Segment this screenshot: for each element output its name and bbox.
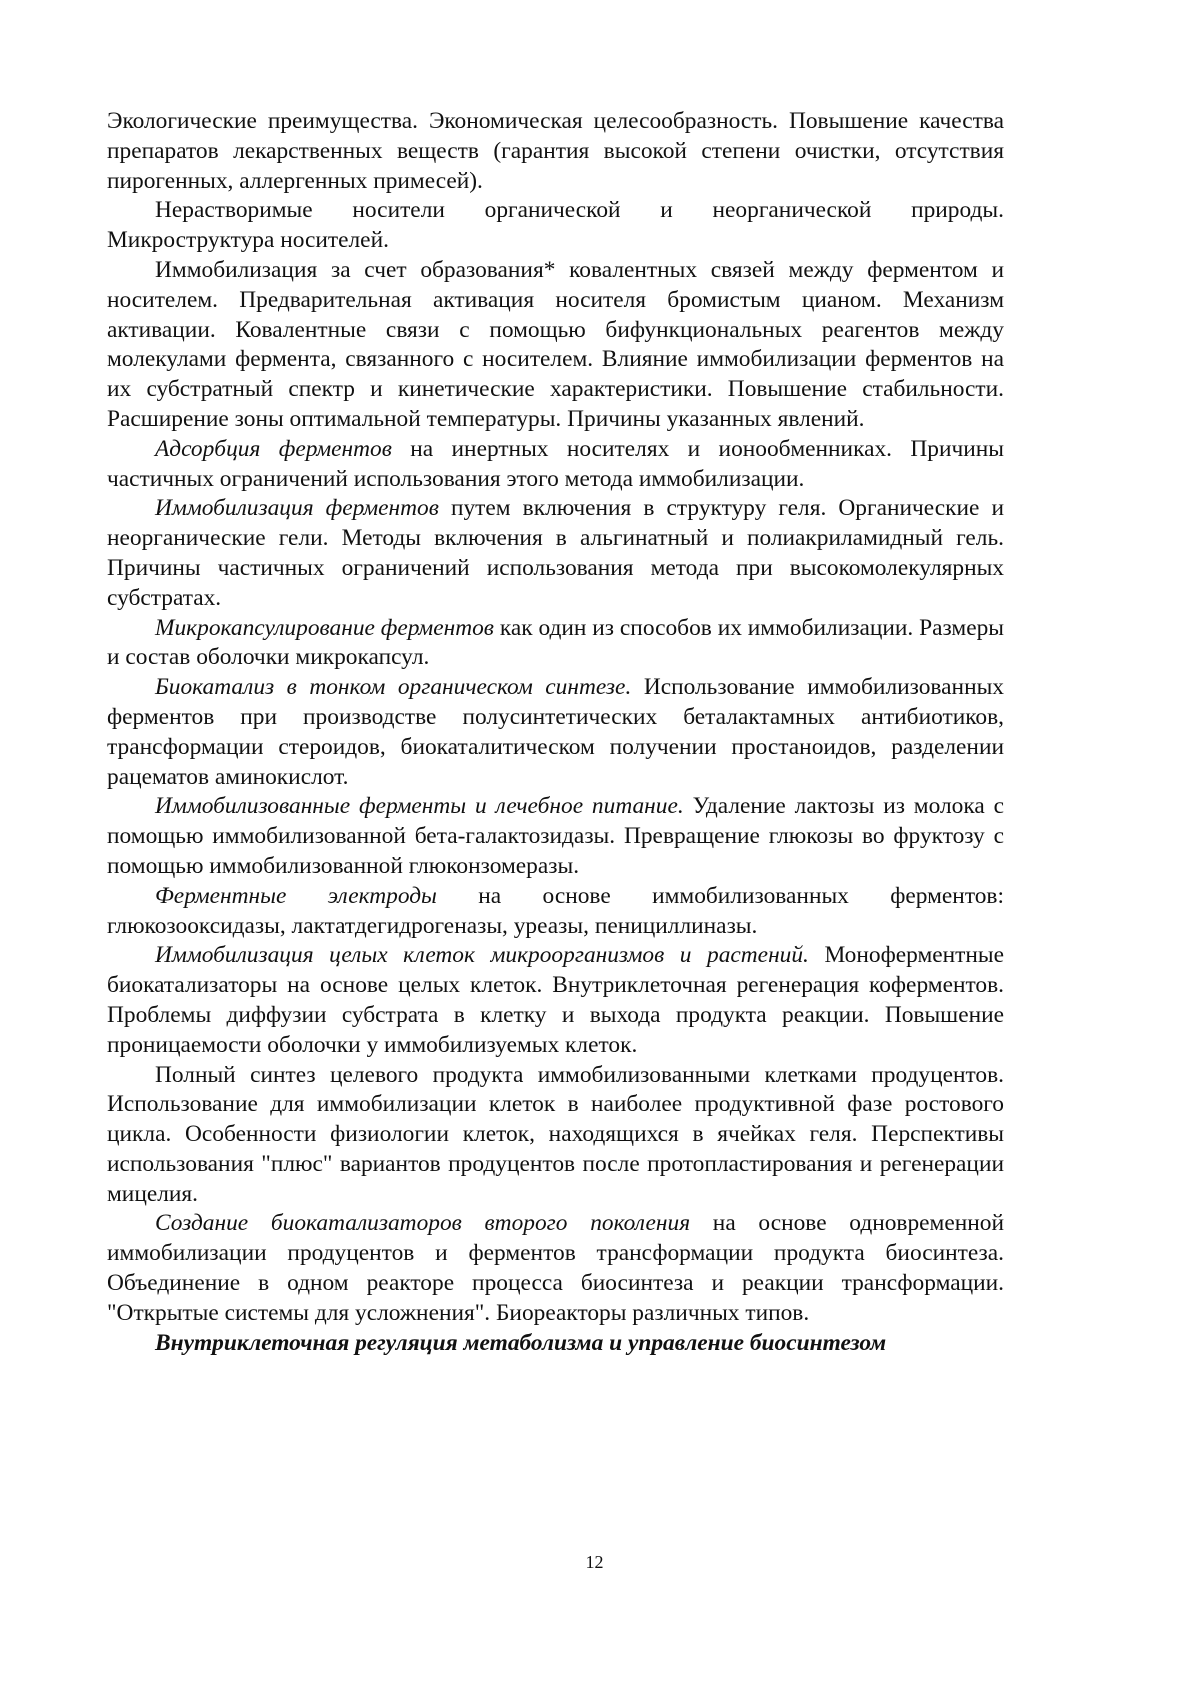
- paragraph-italic-lead: Создание биокатализаторов второго поколения: [155, 1210, 691, 1237]
- paragraph-text: как один из способов их иммобилизации. Размеры и состав оболочки микрокапсул.: [107, 614, 1004, 671]
- paragraph-italic-lead: Иммобилизованные ферменты и лечебное питание.: [155, 793, 684, 820]
- paragraph-text: Нерастворимые носители органической и неорганической природы. Микроструктура носителей.: [107, 197, 1004, 254]
- paragraph-italic-lead: Микрокапсулирование ферментов: [155, 614, 494, 641]
- paragraph-ecological-advantages: [107, 107, 1004, 196]
- paragraph-text: Экологические преимущества. Экономическая целесообразность. Повышение качества препаратов лекарственных веществ (гарантия высокой степени очистки, отсутствия пирогенных, аллергенных примесей).: [107, 108, 1004, 194]
- paragraph-text: Полный синтез целевого продукта иммобилизованными клетками продуцентов. Использование для иммобилизации клеток в наиболее продуктивной фазе ростового цикла. Особенности физиологии клеток, находящихся в ячейках геля. Перспективы использования "плюс" вариантов продуцентов после протопластирования и регенерации мицелия.: [107, 1061, 1004, 1207]
- paragraph-biocatalysis-synthesis: [107, 673, 1004, 792]
- paragraph-gel-inclusion: [107, 494, 1004, 613]
- paragraph-therapeutic-nutrition: [107, 792, 1004, 881]
- paragraph-text: на основе одновременной иммобилизации продуцентов и ферментов трансформации продукта биосинтеза. Объединение в одном реакторе процесса биосинтеза и реакции трансформации. "Открытые системы для усложнения". Биореакторы различных типов.: [107, 1210, 1004, 1326]
- paragraph-text: Иммобилизация за счет образования* ковалентных связей между ферментом и носителем. Предварительная активация носителя бромистым цианом. Механизм активации. Ковалентные связи с помощью бифункциональных реагентов между молекулами фермента, связанного с носителем. Влияние иммобилизации ферментов на их субстратный спектр и кинетические характеристики. Повышение стабильности. Расширение зоны оптимальной температуры. Причины указанных явлений.: [107, 256, 1004, 432]
- paragraph-adsorption: [107, 435, 1004, 495]
- paragraph-text: Использование иммобилизованных ферментов при производстве полусинтетических беталактамных антибиотиков, трансформации стероидов, биокаталитическом получении простаноидов, разделении рацематов аминокислот.: [107, 674, 1004, 790]
- paragraph-text: на инертных носителях и ионообменниках. Причины частичных ограничений использования этого метода иммобилизации.: [107, 435, 1005, 492]
- paragraph-text: Удаление лактозы из молока с помощью иммобилизованной бета-галактозидазы. Превращение глюкозы во фруктозу с помощью иммобилизованной глюконзомеразы.: [107, 793, 1004, 879]
- paragraph-text: на основе иммобилизованных ферментов: глюкозооксидазы, лактатдегидрогеназы, уреазы, пенициллиназы.: [107, 882, 1004, 939]
- paragraph-enzyme-electrodes: [107, 882, 1004, 942]
- document-page: [107, 107, 1004, 1358]
- paragraph-italic-lead: Биокатализ в тонком органическом синтезе.: [155, 674, 632, 701]
- paragraph-italic-lead: Иммобилизация целых клеток микроорганизмов и растений.: [155, 942, 809, 969]
- paragraph-text: путем включения в структуру геля. Органические и неорганические гели. Методы включения в альгинатный и полиакриламидный гель. Причины частичных ограничений использования метода при высокомолекулярных субстратах.: [107, 495, 1005, 611]
- paragraph-text: Моноферментные биокатализаторы на основе целых клеток. Внутриклеточная регенерация коферментов. Проблемы диффузии субстрата в клетку и выхода продукта реакции. Повышение проницаемости оболочки у иммобилизуемых клеток.: [107, 942, 1004, 1058]
- paragraph-italic-lead: Ферментные электроды: [155, 882, 437, 909]
- paragraph-microencapsulation: [107, 614, 1004, 674]
- paragraph-italic-lead: Адсорбция ферментов: [155, 435, 392, 462]
- paragraph-insoluble-carriers: [107, 196, 1004, 256]
- paragraph-full-synthesis: [107, 1061, 1004, 1210]
- page-number: 12: [585, 1552, 604, 1572]
- paragraph-second-generation: [107, 1209, 1004, 1328]
- paragraph-italic-lead: Иммобилизация ферментов: [155, 495, 439, 522]
- section-heading: Внутриклеточная регуляция метаболизма и управление биосинтезом: [155, 1329, 887, 1356]
- paragraph-covalent-immobilization: [107, 256, 1004, 435]
- paragraph-whole-cell-immobilization: [107, 941, 1004, 1060]
